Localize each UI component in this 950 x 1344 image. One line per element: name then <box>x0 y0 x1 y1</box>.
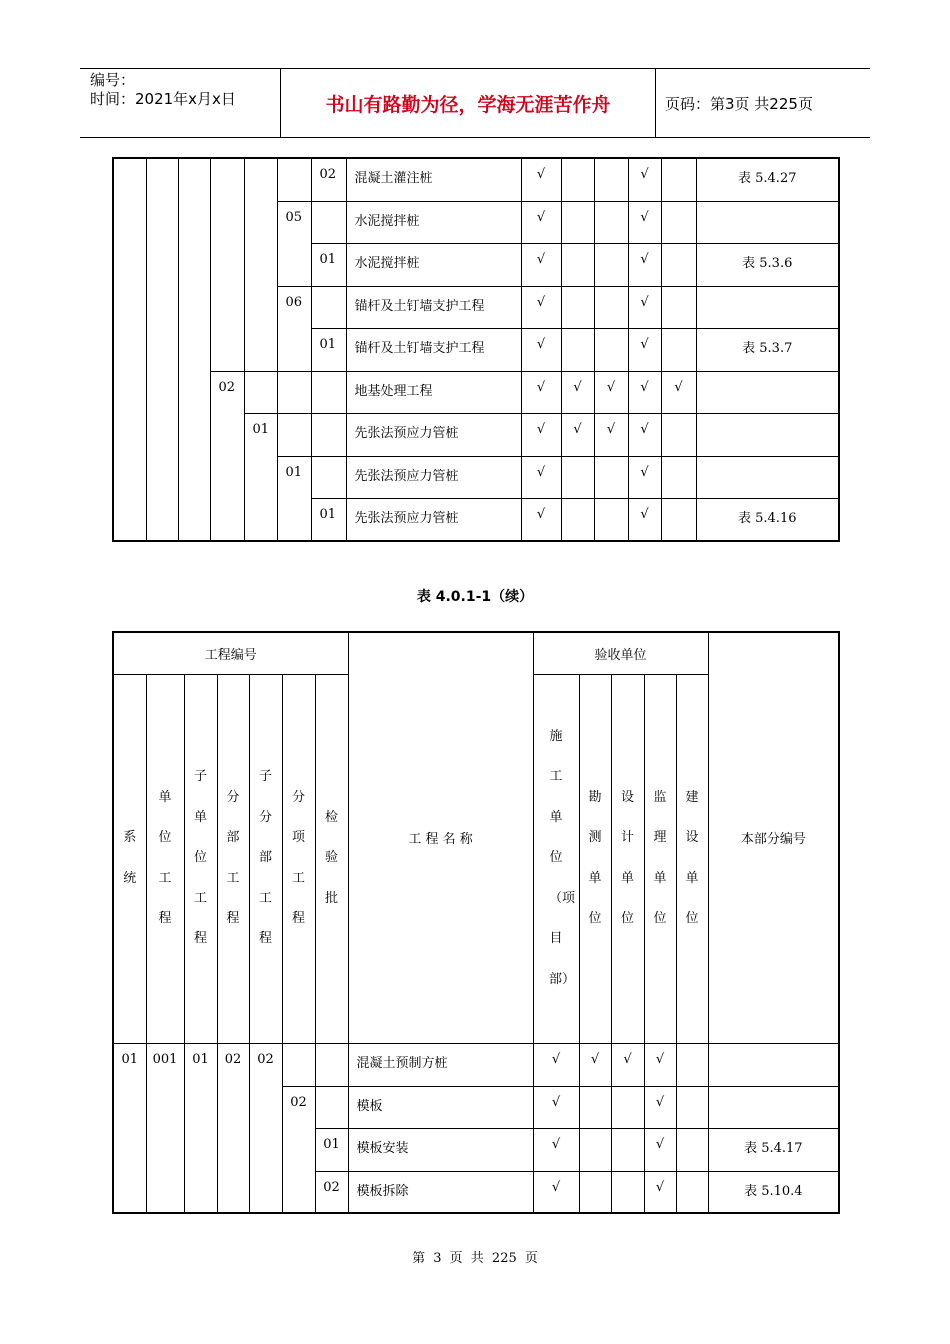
table-cell: 先张法预应力管桩 <box>346 413 521 456</box>
table-cell: √ <box>579 1043 611 1086</box>
table-cell <box>611 674 644 1043</box>
table-cell <box>311 456 346 498</box>
table-cell <box>696 456 839 498</box>
group-header-code: 工程编号 <box>113 632 348 674</box>
col-header-batch: 检验批 <box>325 809 339 906</box>
table-cell: 混凝土预制方桩 <box>348 1043 533 1086</box>
table-cell <box>696 201 839 243</box>
table-cell <box>315 674 348 1043</box>
header-meta <box>80 69 281 137</box>
table-cell <box>249 674 282 1043</box>
table-cell <box>676 1171 708 1213</box>
table-cell <box>579 1086 611 1128</box>
table-cell: 02 <box>315 1171 348 1213</box>
table-cell <box>217 674 249 1043</box>
table-cell <box>696 413 839 456</box>
table-cell <box>561 158 594 201</box>
table-row <box>113 371 839 413</box>
table-cell: √ <box>628 371 661 413</box>
table-cell: √ <box>521 371 561 413</box>
col-header-ref: 本部分编号 <box>708 632 839 1043</box>
table-cell: 02 <box>282 1086 315 1213</box>
table-cell: 水泥搅拌桩 <box>346 201 521 243</box>
col-header-subdivision: 子分部工程 <box>258 769 272 947</box>
table-cell <box>315 1043 348 1086</box>
table-cell: √ <box>628 498 661 541</box>
table-cell: √ <box>661 371 696 413</box>
table-cell: √ <box>644 1128 676 1171</box>
table-cell: √ <box>521 158 561 201</box>
table-cell: √ <box>628 413 661 456</box>
table-cell <box>676 1128 708 1171</box>
col-header-survey: 勘测单位 <box>588 789 602 926</box>
table-cell <box>277 158 311 201</box>
table-cell <box>113 158 146 541</box>
table-cell <box>611 1128 644 1171</box>
col-header-design: 设计单位 <box>621 789 635 926</box>
table-cell: 01 <box>311 498 346 541</box>
table-cell: √ <box>628 456 661 498</box>
table-cell <box>561 328 594 371</box>
table-cell <box>594 498 628 541</box>
table-cell: 02 <box>210 371 244 541</box>
table-cell <box>561 243 594 286</box>
table-cell <box>184 674 217 1043</box>
col-header-unit: 单位工程 <box>158 789 172 926</box>
table-cell <box>696 286 839 328</box>
table-cell <box>594 286 628 328</box>
table-cell: 锚杆及土钉墙支护工程 <box>346 286 521 328</box>
table-cell <box>661 328 696 371</box>
table-cell: 01 <box>277 456 311 541</box>
table-cell: 05 <box>277 201 311 286</box>
table-cell <box>579 1171 611 1213</box>
table-cell: √ <box>521 498 561 541</box>
table-cell <box>696 371 839 413</box>
table-cell <box>644 674 676 1043</box>
col-header-system: 系统 <box>123 830 137 886</box>
page-footer: 第 3 页 共 225 页 <box>412 1251 538 1266</box>
table-cell: √ <box>611 1043 644 1086</box>
table-cell <box>579 1128 611 1171</box>
table-cell <box>113 674 146 1043</box>
header-motto: 书山有路勤为径，学海无涯苦作舟 <box>281 69 656 137</box>
table-cell: 表 5.3.6 <box>696 243 839 286</box>
table-cell <box>661 286 696 328</box>
table-cell: 01 <box>311 328 346 371</box>
table-cell <box>561 456 594 498</box>
table-caption: 表 4.0.1-1（续） <box>416 589 534 605</box>
table-cell: 02 <box>249 1043 282 1213</box>
table-cell <box>661 498 696 541</box>
table-cell <box>594 456 628 498</box>
table-cell: √ <box>533 1128 579 1171</box>
table-cell: 先张法预应力管桩 <box>346 498 521 541</box>
table-cell: √ <box>561 371 594 413</box>
table-cell: 混凝土灌注桩 <box>346 158 521 201</box>
table-header-group-row <box>113 632 839 674</box>
col-header-supervision: 监理单位 <box>653 789 667 926</box>
table-cell <box>594 243 628 286</box>
table-cell <box>611 1171 644 1213</box>
table-cell: 模板 <box>348 1086 533 1128</box>
table-cell: 模板安装 <box>348 1128 533 1171</box>
time-label: 时间：2021年x月x日 <box>90 90 236 108</box>
table-row <box>113 1043 839 1086</box>
table-cell: 表 5.4.27 <box>696 158 839 201</box>
table-cell <box>661 201 696 243</box>
table-row <box>113 158 839 201</box>
table-cell: √ <box>521 286 561 328</box>
table-cell: 01 <box>311 243 346 286</box>
table-cell: √ <box>628 201 661 243</box>
table-cell: 06 <box>277 286 311 371</box>
col-header-subunit: 子单位工程 <box>193 769 207 947</box>
table-continuation-top <box>112 157 840 542</box>
table-cell: 地基处理工程 <box>346 371 521 413</box>
table-cell: 01 <box>113 1043 146 1213</box>
table-cell <box>708 1043 839 1086</box>
table-cell: √ <box>521 243 561 286</box>
table-cell: 水泥搅拌桩 <box>346 243 521 286</box>
table-cell <box>561 498 594 541</box>
table-cell <box>178 158 210 541</box>
table-cell <box>244 158 277 371</box>
table-cell <box>210 158 244 371</box>
table-cell: √ <box>533 1043 579 1086</box>
table-cell <box>708 1086 839 1128</box>
col-header-name: 工 程 名 称 <box>348 632 533 1043</box>
table-project-codes <box>112 631 840 1214</box>
table-cell: √ <box>628 328 661 371</box>
table-cell <box>311 201 346 243</box>
table-cell <box>594 201 628 243</box>
table-cell <box>676 1086 708 1128</box>
group-header-accept: 验收单位 <box>533 632 708 674</box>
table-cell <box>533 674 579 1043</box>
table-cell <box>311 371 346 413</box>
table-cell <box>661 413 696 456</box>
table-cell: √ <box>521 413 561 456</box>
table-cell: √ <box>644 1171 676 1213</box>
table-cell: √ <box>533 1171 579 1213</box>
table-cell <box>594 158 628 201</box>
table-cell: 01 <box>184 1043 217 1213</box>
table-cell <box>277 371 311 413</box>
table-cell <box>146 158 178 541</box>
table-cell: 锚杆及土钉墙支护工程 <box>346 328 521 371</box>
table-cell: 01 <box>315 1128 348 1171</box>
table-cell: 表 5.4.16 <box>696 498 839 541</box>
table-cell: 02 <box>217 1043 249 1213</box>
table-cell: 表 5.3.7 <box>696 328 839 371</box>
table-cell: √ <box>521 201 561 243</box>
table-cell: √ <box>644 1086 676 1128</box>
table-cell: √ <box>644 1043 676 1086</box>
table-cell <box>277 413 311 456</box>
table-cell <box>594 328 628 371</box>
table-cell <box>561 201 594 243</box>
table-cell <box>244 371 277 413</box>
table-cell: 模板拆除 <box>348 1171 533 1213</box>
col-header-construction: 施工单位（项目部） <box>549 728 576 987</box>
table-cell: 表 5.10.4 <box>708 1171 839 1213</box>
table-cell <box>311 413 346 456</box>
table-cell <box>676 1043 708 1086</box>
table-cell <box>611 1086 644 1128</box>
table-cell <box>661 456 696 498</box>
col-header-item: 分项工程 <box>291 789 305 926</box>
table-cell: √ <box>594 413 628 456</box>
table-cell <box>561 286 594 328</box>
col-header-division: 分部工程 <box>226 789 240 926</box>
table-cell: 表 5.4.17 <box>708 1128 839 1171</box>
table-cell <box>315 1086 348 1128</box>
table-cell <box>282 674 315 1043</box>
table-cell <box>661 243 696 286</box>
page-header <box>80 68 870 138</box>
table-cell: √ <box>628 158 661 201</box>
table-cell: 001 <box>146 1043 184 1213</box>
table-cell: √ <box>533 1086 579 1128</box>
table-cell <box>579 674 611 1043</box>
table-cell: 01 <box>244 413 277 541</box>
col-header-owner: 建设单位 <box>685 789 699 926</box>
table-cell <box>146 674 184 1043</box>
table-cell: 先张法预应力管桩 <box>346 456 521 498</box>
number-label: 编号： <box>90 71 136 89</box>
header-page-info: 页码：第3页 共225页 <box>665 94 813 113</box>
table-cell: √ <box>628 243 661 286</box>
table-cell <box>676 674 708 1043</box>
table-cell: √ <box>521 456 561 498</box>
table-cell: √ <box>561 413 594 456</box>
table-cell <box>661 158 696 201</box>
table-cell <box>282 1043 315 1086</box>
table-cell: √ <box>628 286 661 328</box>
table-cell: √ <box>594 371 628 413</box>
table-cell: √ <box>521 328 561 371</box>
table-cell: 02 <box>311 158 346 201</box>
table-cell <box>311 286 346 328</box>
